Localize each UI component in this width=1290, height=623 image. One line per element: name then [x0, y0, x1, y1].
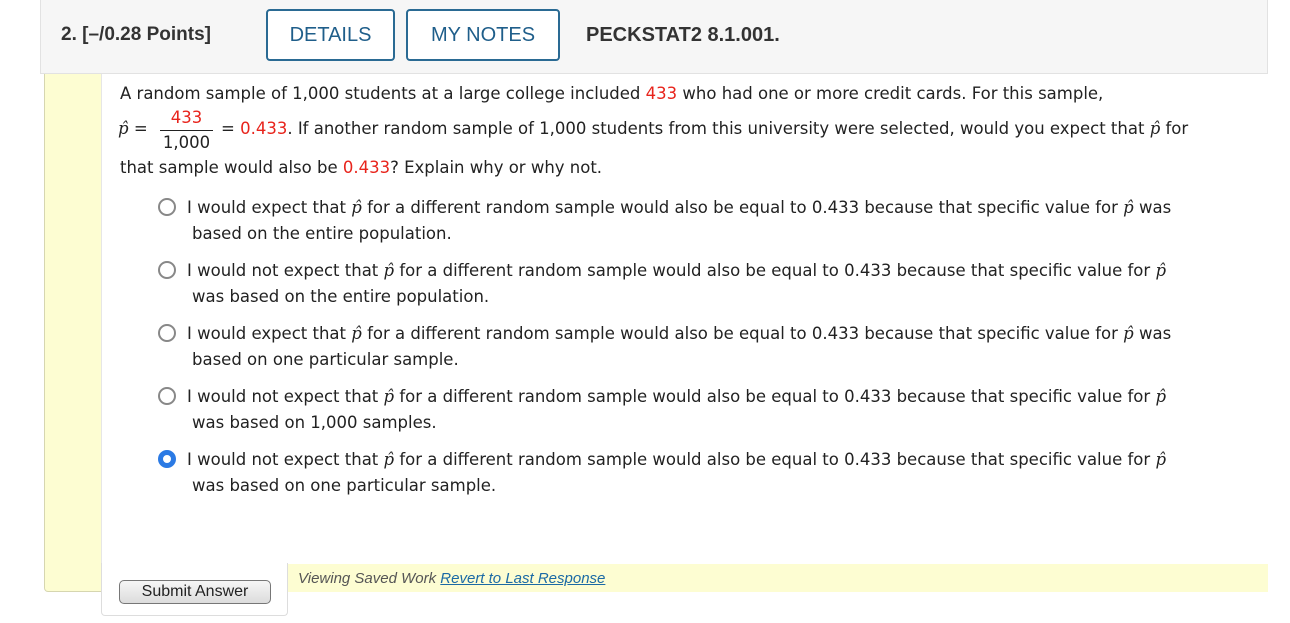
text: who had one or more credit cards. For this sample, — [677, 84, 1104, 103]
phat: p̂ — [1123, 198, 1134, 217]
text: was — [1133, 324, 1172, 343]
question-points — [61, 24, 211, 46]
equals: = — [133, 119, 148, 138]
text: ? Explain why or why not. — [390, 158, 603, 177]
text: I would expect that — [187, 324, 352, 343]
status-text: Viewing Saved Work — [298, 570, 441, 587]
question-number: 2. — [61, 24, 77, 45]
text: for a different random sample would also be equal to 0.433 because that specific value for — [394, 450, 1156, 469]
radio-button[interactable] — [158, 387, 176, 405]
submit-area — [101, 563, 288, 616]
phat: p̂ — [383, 387, 395, 406]
text: I would not expect that — [187, 387, 384, 406]
text: that sample would also be — [120, 158, 343, 177]
text: A random sample of 1,000 students at a large college included — [120, 84, 646, 103]
phat-symbol-eq — [118, 116, 148, 142]
submit-answer-button[interactable]: Submit Answer — [119, 580, 271, 604]
fraction-bar — [160, 130, 213, 131]
option-text-line-2: based on the entire population. — [192, 224, 452, 243]
option-text-line-1 — [187, 322, 1171, 346]
text: I would not expect that — [187, 450, 384, 469]
phat: p̂ — [1149, 119, 1161, 138]
option-text-line-2: was based on 1,000 samples. — [192, 413, 437, 432]
question-line-2 — [221, 116, 1188, 142]
question-line-1 — [120, 81, 1103, 107]
phat: p̂ — [1155, 261, 1166, 280]
radio-button[interactable] — [158, 324, 176, 342]
question-header — [40, 0, 1268, 74]
phat: p̂ — [1123, 324, 1134, 343]
highlight-value: 433 — [645, 84, 678, 103]
text: . If another random sample of 1,000 students from this university were selected, would you expect that — [287, 119, 1150, 138]
denominator: 1,000 — [162, 133, 211, 152]
numerator: 433 — [170, 108, 203, 127]
radio-button[interactable] — [158, 261, 176, 279]
option-text-line-2: was based on the entire population. — [192, 287, 490, 306]
text: I would not expect that — [187, 261, 384, 280]
text: I would expect that — [187, 198, 352, 217]
text: was — [1133, 198, 1172, 217]
details-button[interactable]: DETAILS — [266, 9, 395, 61]
radio-button[interactable] — [158, 198, 176, 216]
option-text-line-2: based on one particular sample. — [192, 350, 459, 369]
option-text-line-2: was based on one particular sample. — [192, 476, 497, 495]
text: for — [1160, 119, 1189, 138]
equals: = — [221, 119, 241, 138]
status-bar — [288, 564, 1268, 592]
phat: p̂ — [1155, 387, 1166, 406]
text: for a different random sample would also be equal to 0.433 because that specific value for — [361, 324, 1124, 343]
phat: p̂ — [383, 261, 395, 280]
phat: p̂ — [351, 198, 362, 217]
problem-code: PECKSTAT2 8.1.001. — [586, 24, 780, 46]
revert-link[interactable]: Revert to Last Response — [440, 570, 606, 587]
highlight-value: 0.433 — [240, 119, 288, 138]
points-label: [–/0.28 Points] — [82, 24, 211, 45]
text: for a different random sample would also be equal to 0.433 because that specific value for — [394, 387, 1156, 406]
phat: p̂ — [1155, 450, 1166, 469]
option-text-line-1 — [187, 448, 1166, 472]
my-notes-button[interactable]: MY NOTES — [406, 9, 560, 61]
option-text-line-1 — [187, 385, 1166, 409]
text: for a different random sample would also be equal to 0.433 because that specific value for — [394, 261, 1156, 280]
fraction — [160, 108, 213, 153]
phat: p̂ — [118, 119, 129, 138]
text: for a different random sample would also be equal to 0.433 because that specific value for — [361, 198, 1124, 217]
phat: p̂ — [351, 324, 362, 343]
option-text-line-1 — [187, 196, 1171, 220]
question-line-3 — [120, 155, 602, 181]
option-text-line-1 — [187, 259, 1166, 283]
radio-button[interactable] — [158, 450, 176, 468]
highlight-value: 0.433 — [342, 158, 391, 177]
phat: p̂ — [383, 450, 395, 469]
